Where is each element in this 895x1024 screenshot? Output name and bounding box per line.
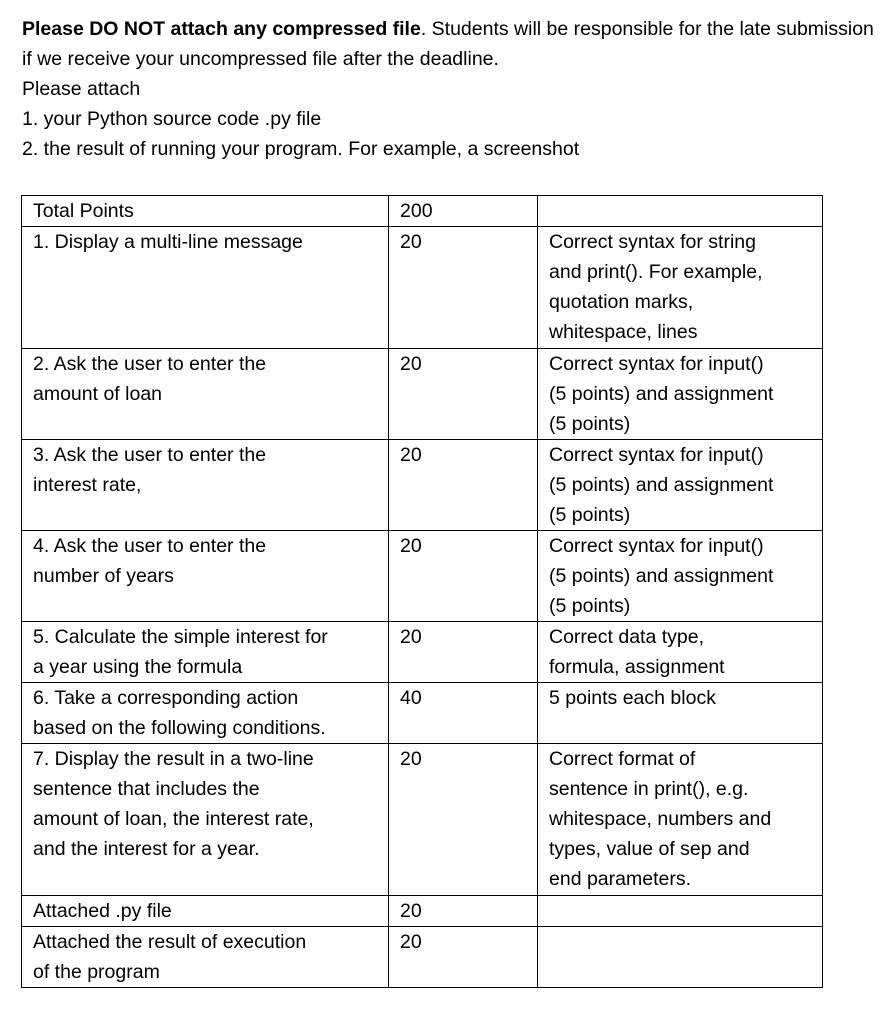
table-row	[22, 896, 823, 927]
warning-text: . Students will be responsible for the late submission if we receive your uncompressed file after the deadline.	[22, 18, 874, 70]
criteria-cell: Correct syntax for input() (5 points) and assignment (5 points)	[538, 440, 823, 531]
task-cell: 5. Calculate the simple interest for a year using the formula	[22, 622, 389, 683]
attach-heading: Please attach	[22, 78, 141, 100]
attach-item-1: 1. your Python source code .py file	[22, 108, 322, 130]
points-cell: 20	[389, 622, 538, 683]
task-cell: 3. Ask the user to enter the interest rate,	[22, 440, 389, 531]
table-row	[22, 440, 823, 531]
table-row	[22, 744, 823, 896]
task-cell: Attached the result of execution of the program	[22, 927, 389, 988]
criteria-cell: Correct format of sentence in print(), e.g. whitespace, numbers and types, value of sep and end parameters.	[538, 744, 823, 896]
points-cell: 200	[389, 196, 538, 227]
task-cell: 6. Take a corresponding action based on the following conditions.	[22, 683, 389, 744]
points-cell: 20	[389, 531, 538, 622]
task-cell: Attached .py file	[22, 896, 389, 927]
criteria-cell: Correct syntax for input() (5 points) and assignment (5 points)	[538, 349, 823, 440]
warning-bold: Please DO NOT attach any compressed file	[22, 18, 421, 40]
table-row	[22, 227, 823, 349]
criteria-cell: Correct data type, formula, assignment	[538, 622, 823, 683]
table-row	[22, 531, 823, 622]
grading-rubric-table	[21, 195, 823, 988]
task-cell: 4. Ask the user to enter the number of years	[22, 531, 389, 622]
instructions	[22, 14, 882, 164]
table-row	[22, 683, 823, 744]
criteria-cell	[538, 896, 823, 927]
task-cell: 2. Ask the user to enter the amount of loan	[22, 349, 389, 440]
points-cell: 20	[389, 349, 538, 440]
task-cell: 7. Display the result in a two-line sentence that includes the amount of loan, the interest rate, and the interest for a year.	[22, 744, 389, 896]
criteria-cell	[538, 196, 823, 227]
table-row	[22, 196, 823, 227]
attach-item-2: 2. the result of running your program. For example, a screenshot	[22, 138, 580, 160]
criteria-cell: 5 points each block	[538, 683, 823, 744]
points-cell: 20	[389, 927, 538, 988]
points-cell: 20	[389, 744, 538, 896]
table-row	[22, 927, 823, 988]
points-cell: 20	[389, 227, 538, 349]
task-cell: Total Points	[22, 196, 389, 227]
criteria-cell	[538, 927, 823, 988]
table-row	[22, 349, 823, 440]
criteria-cell: Correct syntax for input() (5 points) and assignment (5 points)	[538, 531, 823, 622]
points-cell: 20	[389, 440, 538, 531]
criteria-cell: Correct syntax for string and print(). For example, quotation marks, whitespace, lines	[538, 227, 823, 349]
points-cell: 40	[389, 683, 538, 744]
task-cell: 1. Display a multi-line message	[22, 227, 389, 349]
points-cell: 20	[389, 896, 538, 927]
table-row	[22, 622, 823, 683]
warning-line	[22, 14, 882, 74]
